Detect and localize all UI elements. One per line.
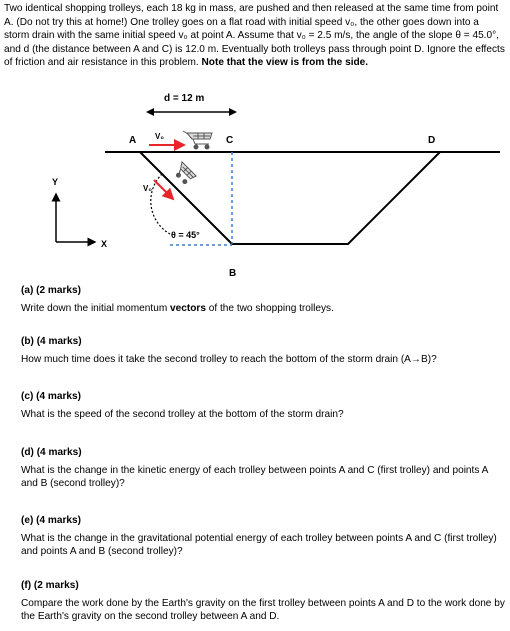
part-c-question: What is the speed of the second trolley at the bottom of the storm drain? (21, 409, 344, 420)
trolley-slope-icon (172, 162, 196, 186)
part-a-question-text: Write down the initial momentum (21, 303, 171, 314)
point-a-label: A (129, 135, 137, 146)
part-b-question: How much time does it take the second trolley to reach the bottom of the storm drain (A→B)? (21, 354, 437, 365)
part-a-heading: (a) (2 marks) (21, 285, 82, 296)
intro-text: Two identical shopping trolleys, each 18 kg in mass, are pushed and then released at the same time from point A. (Do not try this at home!) One trolley goes on a flat road with initial speed v₀, the other goes down into a storm drain with the same initial speed v₀ at point A. Assume that v₀ = 2.5 m/s, the angle of the slope θ = 45.0°, and d (the distance between A and C) is 12.0 m. Eventually both trolleys pass through point D. Ignore the effects of friction and air resistance in this problem. (4, 3, 505, 69)
point-c-label: C (226, 135, 234, 146)
distance-arrow (146, 108, 237, 116)
part-e-question: What is the change in the gravitational potential energy of each trolley between points A and C (first trolley) and points A and B (second trolley)? (21, 533, 497, 557)
part-d-heading: (d) (4 marks) (21, 447, 82, 458)
storm-drain-diagram (0, 0, 510, 290)
part-e (21, 514, 507, 558)
point-b-label: B (229, 268, 237, 279)
axis-y-label: Y (52, 177, 59, 187)
part-a-question-emphasis: vectors (170, 303, 206, 314)
angle-label: θ = 45° (171, 230, 200, 240)
axis-x-label: X (101, 239, 108, 249)
part-d (21, 446, 507, 490)
intro-note: Note that the view is from the side. (201, 57, 369, 69)
part-f-question: Compare the work done by the Earth's gravity on the first trolley between points A and D to the work done by the Earth's gravity on the second trolley between A and D. (21, 598, 505, 622)
part-f (21, 579, 507, 623)
v0-slope-label: V₀ (143, 184, 152, 193)
part-f-heading: (f) (2 marks) (21, 580, 79, 591)
part-a-question-tail: of the two shopping trolleys. (205, 303, 334, 314)
axes-icon (56, 194, 95, 242)
distance-label: d = 12 m (164, 93, 205, 104)
part-b-heading: (b) (4 marks) (21, 336, 82, 347)
point-d-label: D (428, 135, 436, 146)
part-b (21, 335, 507, 366)
angle-arc (151, 174, 170, 234)
part-c (21, 390, 507, 421)
part-a (21, 284, 507, 315)
trolley-road-icon (183, 131, 212, 149)
part-c-heading: (c) (4 marks) (21, 391, 82, 402)
part-e-heading: (e) (4 marks) (21, 515, 82, 526)
part-d-question: What is the change in the kinetic energy of each trolley between points A and C (first trolley) and points A and B (second trolley)? (21, 465, 488, 489)
part-a-question (21, 302, 507, 315)
v0-top-label: V₀ (155, 132, 164, 141)
